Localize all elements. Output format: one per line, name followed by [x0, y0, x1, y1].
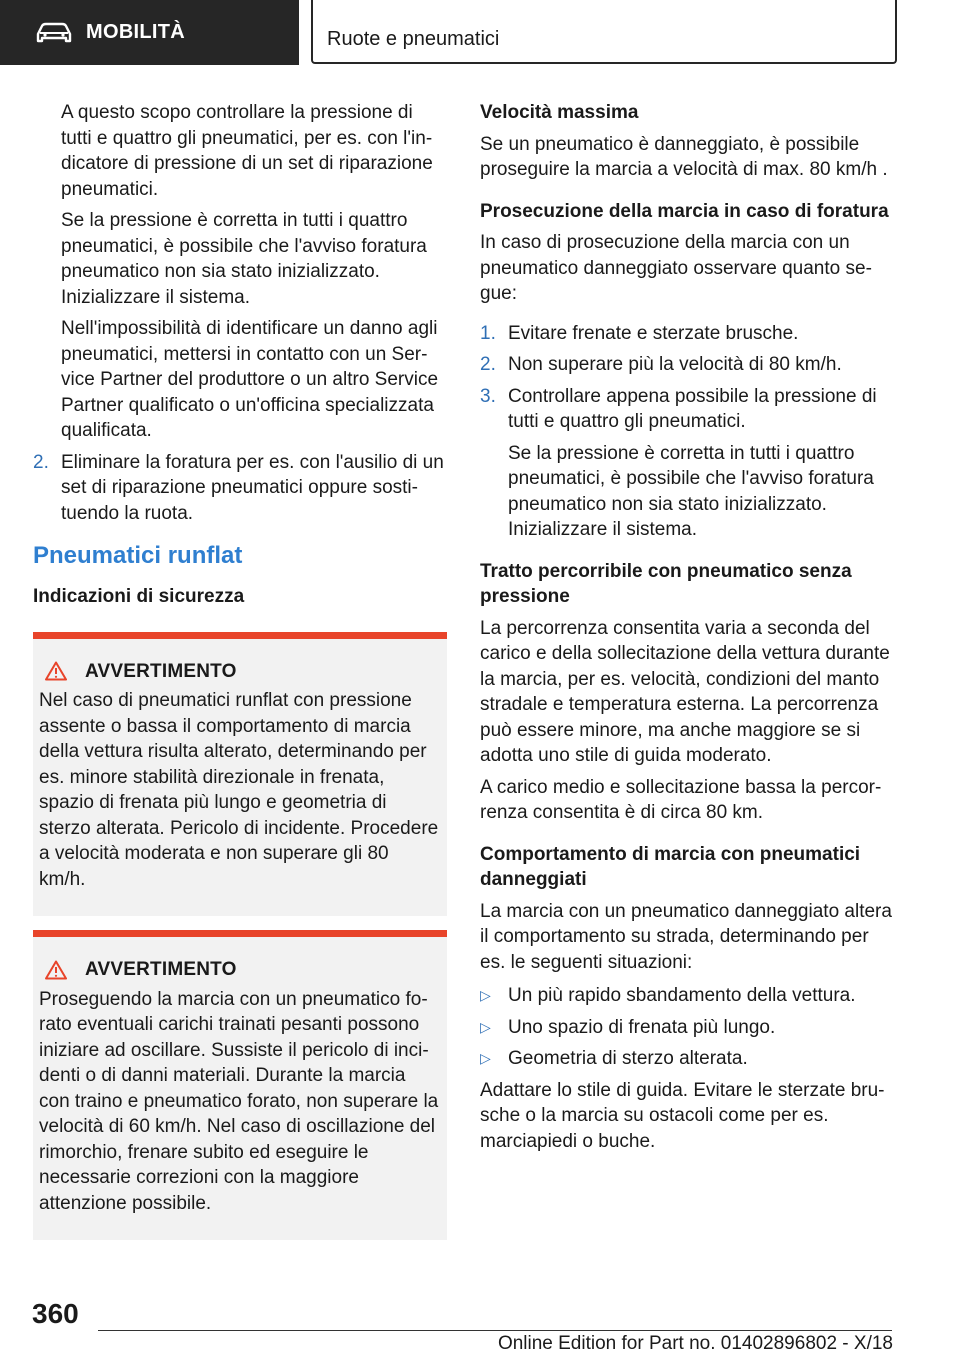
- list-number: 1.: [480, 322, 496, 344]
- warning-triangle-icon: [45, 661, 67, 681]
- paragraph: In caso di prosecuzione della marcia con un pneumatico danneggiato osservare quanto segue:: [480, 232, 872, 304]
- warning-title: AVVERTIMENTO: [85, 660, 237, 682]
- list-item: [480, 321, 896, 347]
- paragraph: A questo scopo controllare la pressione di tutti e quattro gli pneumatici, per es. con l'indicatore di pressione di un set di riparazione pneumatici.: [61, 102, 433, 200]
- paragraph: Nell'impossibilità di identificare un danno agli pneumatici, mettersi in contatto con un Service Partner del produttore o un altro Service Partner qualificato o un'officina specializzata qualificata.: [61, 318, 439, 441]
- paragraph: La percorrenza consentita varia a seconda del carico e della sollecitazione della vettura durante la marcia, per es. velocità, condizioni del manto stradale e temperatura esterna. La percorrenza può essere minore, ma anche maggiore se si adotta uno stile di guida moderato.: [480, 617, 890, 766]
- warning-box: [33, 632, 447, 917]
- warning-triangle-icon: [45, 960, 67, 980]
- subsection-heading: Velocità massima: [480, 102, 639, 123]
- bullet-triangle-icon: ▷: [480, 987, 491, 1003]
- list-text: Controllare appena possibile la pressione di tutti e quattro gli pneumatici.: [508, 385, 877, 432]
- paragraph: Adattare lo stile di guida. Evitare le sterzate brusche o la marcia su ostacoli come per es. marciapiedi o buche.: [480, 1079, 885, 1152]
- paragraph: Se un pneumatico è danneggiato, è possibile proseguire la marcia a velocità di max. 80 km/h .: [480, 133, 888, 180]
- right-column: [480, 100, 896, 1154]
- list-item: [33, 450, 447, 527]
- list-item: [480, 352, 896, 378]
- car-icon: [34, 21, 74, 45]
- section-tab: [0, 0, 299, 65]
- list-number: 2.: [480, 354, 496, 375]
- list-text: Non superare più la velocità di 80 km/h.: [508, 354, 842, 375]
- list-text: Geometria di sterzo alterata.: [508, 1048, 748, 1069]
- list-number: 3.: [480, 385, 496, 407]
- bullet-triangle-icon: ▷: [480, 1018, 491, 1035]
- warning-text: Proseguendo la marcia con un pneumatico forato eventuali carichi trainati pesanti possono iniziare ad oscillare. Sussiste il pericolo di incidenti o di danni materiali. Durante la marcia con traino e pneumatico forato, non superare la velocità di 60 km/h. Nel caso di oscillazione del rimorchio, frenare subito ed eseguire le necessarie correzioni con la maggiore attenzione possibile.: [39, 988, 439, 1214]
- footer-divider: [98, 1330, 892, 1331]
- subsection-heading: Indicazioni di sicurezza: [33, 586, 245, 607]
- warning-box: [33, 930, 447, 1240]
- subsection-heading: Tratto percorribile con pneumatico senza pressione: [480, 560, 852, 607]
- list-item: [480, 384, 896, 435]
- list-number: 2.: [33, 451, 49, 473]
- list-text: Un più rapido sbandamento della vettura.: [508, 985, 856, 1006]
- list-item: [480, 983, 896, 1009]
- bullet-triangle-icon: ▷: [480, 1050, 491, 1066]
- paragraph: A carico medio e sollecitazione bassa la percorrenza consentita è di circa 80 km.: [480, 776, 882, 823]
- warning-title: AVVERTIMENTO: [85, 959, 237, 980]
- list-text: Uno spazio di frenata più lungo.: [508, 1016, 776, 1038]
- chapter-title: Ruote e pneumatici: [327, 28, 500, 50]
- section-title: MOBILITÀ: [86, 21, 186, 43]
- paragraph: Se la pressione è corretta in tutti i quattro pneumatici, è possibile che l'avviso foratura pneumatico non sia stato inizializzato. Inizializzare il sistema.: [61, 210, 427, 308]
- subsection-heading: Prosecuzione della marcia in caso di foratura: [480, 200, 889, 222]
- list-text: Evitare frenate e sterzate brusche.: [508, 322, 799, 344]
- list-item: [480, 1046, 896, 1072]
- paragraph: La marcia con un pneumatico danneggiato altera il comportamento su strada, determinando per es. le seguenti situazioni:: [480, 900, 892, 973]
- list-text: Eliminare la foratura per es. con l'ausilio di un set di riparazione pneumatici oppure sostituendo la ruota.: [61, 451, 444, 524]
- paragraph: Se la pressione è corretta in tutti i quattro pneumatici, è possibile che l'avviso foratura pneumatico non sia stato inizializzato. Inizializzare il sistema.: [508, 442, 874, 540]
- edition-text: Online Edition for Part no. 01402896802 - X/18: [497, 1333, 893, 1354]
- subsection-heading: Comportamento di marcia con pneumatici danneggiati: [480, 843, 861, 890]
- page-number: 360: [32, 1298, 79, 1329]
- warning-text: Nel caso di pneumatici runflat con pressione assente o bassa il comportamento di marcia della vettura risulta alterato, determinando per es. minore stabilità direzionale in frenata, spazio di frenata più lungo e geometria di sterzo alterata. Pericolo di incidente. Procedere a velocità moderata e non superare gli 80 km/h.: [39, 690, 439, 890]
- section-heading: Pneumatici runflat: [33, 542, 243, 569]
- list-item: [480, 1015, 896, 1041]
- chapter-tab: [311, 0, 897, 64]
- left-column: [33, 100, 447, 1240]
